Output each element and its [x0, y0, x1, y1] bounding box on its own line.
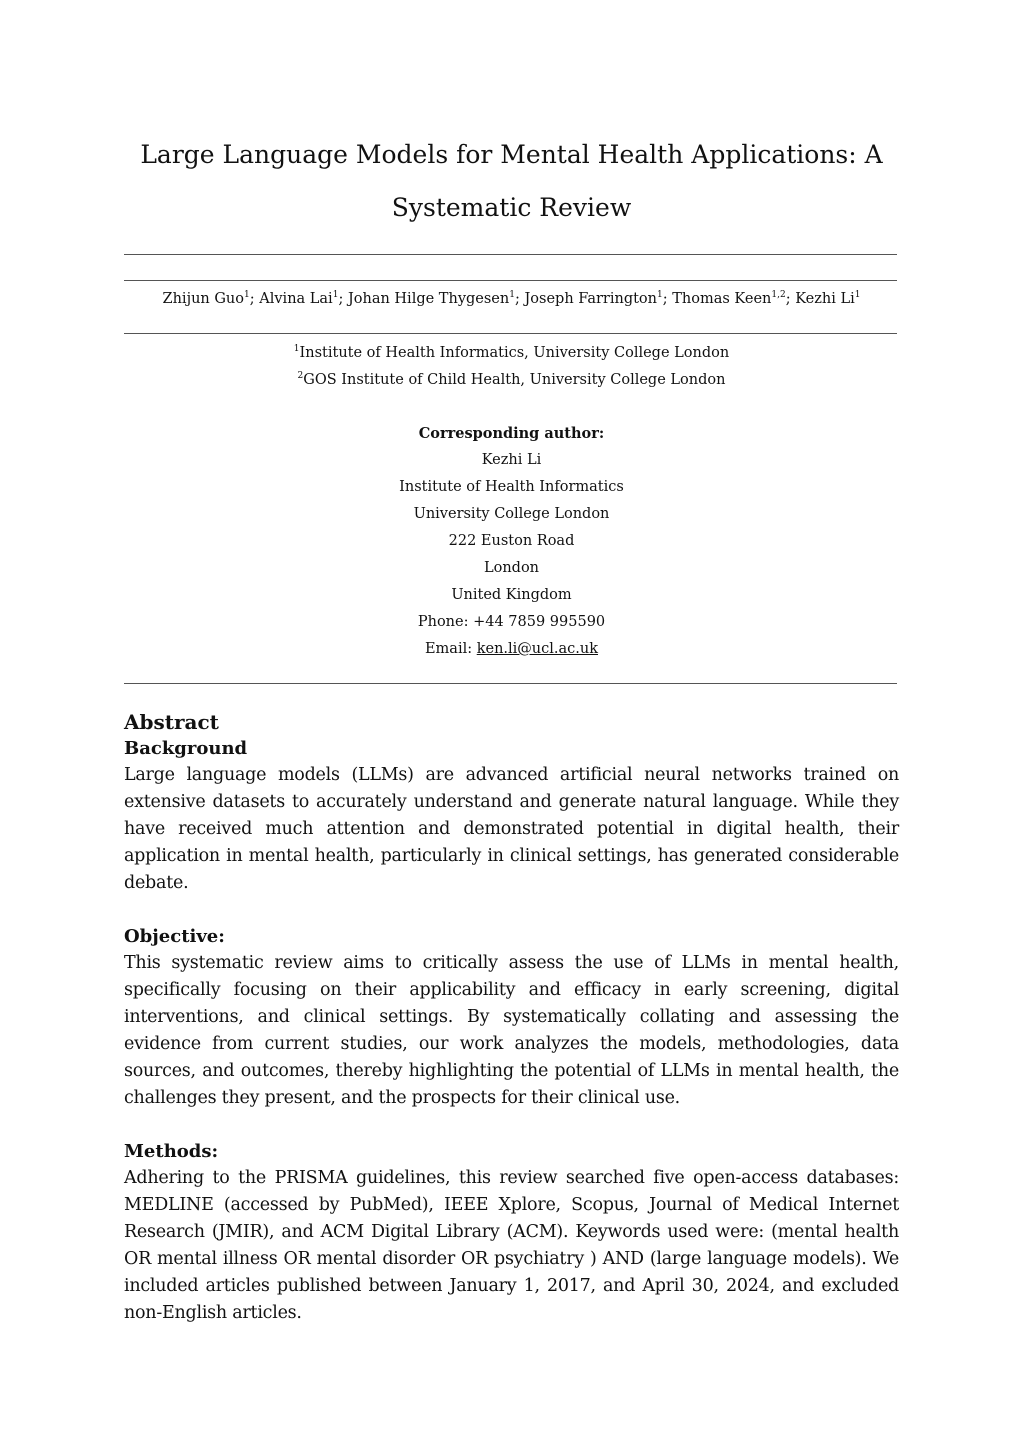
email-link[interactable]: ken.li@ucl.ac.uk	[476, 641, 599, 657]
title-divider-top	[124, 254, 897, 255]
author-name: Zhijun Guo	[162, 291, 245, 307]
abstract-section	[124, 708, 899, 1327]
author-affiliation-mark: 1	[657, 290, 663, 300]
affiliation-item	[124, 340, 899, 367]
author-name: Kezhi Li	[795, 291, 855, 307]
author-separator: ;	[249, 291, 260, 307]
author-separator: ;	[662, 291, 673, 307]
affiliation-number: 2	[297, 371, 304, 381]
corresponding-author-institute: Institute of Health Informatics	[399, 479, 624, 495]
affiliation-text: GOS Institute of Child Health, University College London	[303, 372, 726, 388]
methods-heading: Methods:	[124, 1141, 219, 1162]
author-affiliation-mark: 1	[854, 290, 861, 300]
affiliation-number: 1	[293, 344, 300, 354]
authors-divider-top	[124, 280, 897, 281]
author-affiliation-mark: 1	[332, 290, 339, 300]
corresponding-author-email-line	[124, 636, 899, 663]
abstract-heading: Abstract	[124, 710, 219, 734]
email-label: Email:	[424, 641, 477, 657]
author-name: Johan Hilge Thygesen	[347, 291, 510, 307]
corresponding-author-street: 222 Euston Road	[448, 533, 575, 549]
corresponding-author-university: University College London	[413, 506, 610, 522]
corresponding-author-country: United Kingdom	[451, 587, 572, 603]
author-name: Thomas Keen	[672, 291, 772, 307]
author-name: Alvina Lai	[259, 291, 333, 307]
objective-heading: Objective:	[124, 926, 225, 947]
authors-divider-bottom	[124, 333, 897, 334]
background-heading: Background	[124, 738, 248, 759]
paper-title: Large Language Models for Mental Health Applications: A Systematic Review	[140, 140, 883, 222]
author-affiliation-mark: 1	[244, 290, 250, 300]
background-paragraph: Large language models (LLMs) are advanced artificial neural networks trained on extensive datasets to accurately understand and generate natural language. While they have received much attention and demonstrated potential in digital health, their application in mental health, particularly in clinical settings, has generated considerable debate.	[124, 765, 899, 893]
corresponding-author-phone: Phone: +44 7859 995590	[417, 614, 606, 630]
author-separator: ;	[514, 291, 525, 307]
affiliation-list	[124, 340, 899, 394]
corresponding-author-label: Corresponding author:	[418, 425, 605, 442]
corresponding-author-block	[124, 420, 899, 663]
author-affiliation-mark: 1	[509, 290, 515, 300]
objective-paragraph: This systematic review aims to critically assess the use of LLMs in mental health, specifically focusing on their applicability and efficacy in early screening, digital interventions, and clinical settings. By systematically collating and assessing the evidence from current studies, our work analyzes the models, methodologies, data sources, and outcomes, thereby highlighting the potential of LLMs in mental health, the challenges they present, and the prospects for their clinical use.	[124, 953, 899, 1108]
abstract-divider	[124, 683, 897, 684]
corresponding-author-name: Kezhi Li	[481, 452, 542, 468]
author-name: Joseph Farrington	[524, 291, 658, 307]
author-separator: ;	[785, 291, 796, 307]
corresponding-author-city: London	[483, 560, 540, 576]
author-list	[124, 287, 899, 311]
affiliation-item	[124, 367, 899, 394]
author-affiliation-mark: 1,2	[771, 290, 786, 300]
author-separator: ;	[338, 291, 348, 307]
methods-paragraph: Adhering to the PRISMA guidelines, this review searched five open-access databases: MEDLINE (accessed by PubMed), IEEE Xplore, Scopus, Journal of Medical Internet Research (JMIR), and ACM Digital Library (ACM). Keywords used were: (mental health OR mental illness OR mental disorder OR psychiatry ) AND (large language models). We included articles published between January 1, 2017, and April 30, 2024, and excluded non-English articles.	[124, 1168, 899, 1323]
affiliation-text: Institute of Health Informatics, University College London	[299, 345, 730, 361]
